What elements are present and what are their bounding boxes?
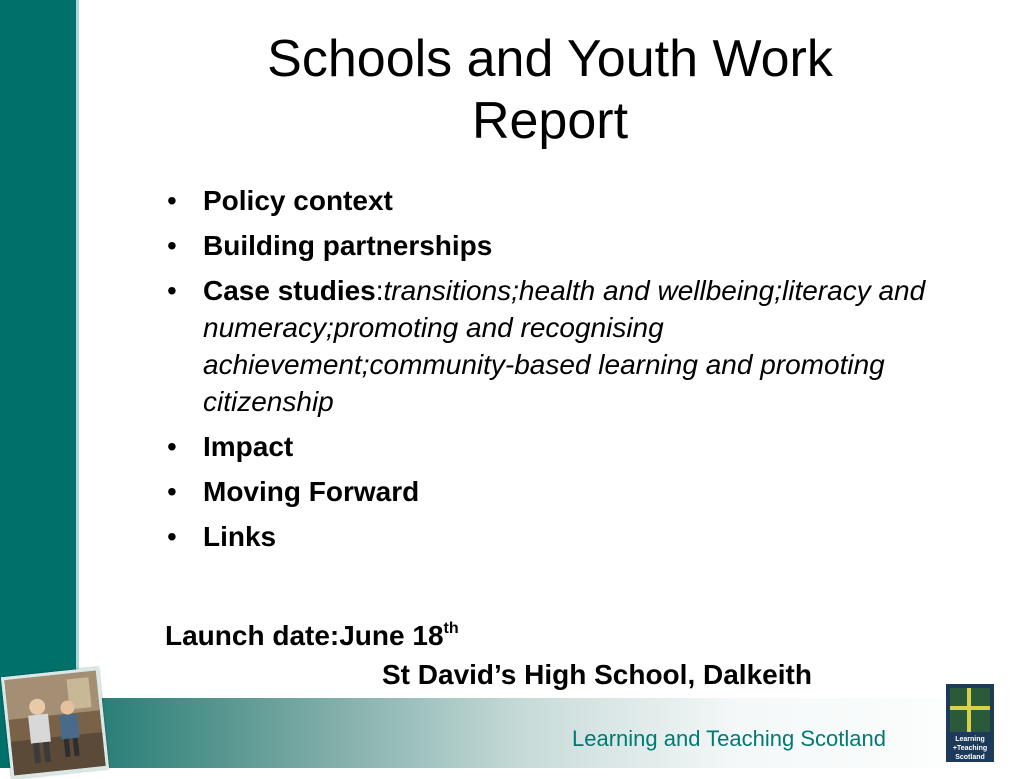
launch-label: Launch date:June 18	[165, 620, 444, 651]
logo-text-2: +Teaching	[952, 745, 988, 752]
title-line-2: Report	[471, 92, 629, 150]
bullet-label: Links	[203, 521, 277, 552]
slide-title	[110, 28, 990, 152]
title-line-1: Schools and Youth Work	[267, 30, 833, 88]
bullet-label: Moving Forward	[203, 476, 420, 507]
bullet-item	[165, 518, 955, 555]
bullet-list	[165, 182, 955, 563]
bullet-item	[165, 428, 955, 465]
left-accent-line	[76, 0, 79, 700]
photo-graphic	[4, 670, 106, 775]
bullet-label: Case studies	[203, 275, 376, 306]
bullet-item	[165, 272, 955, 420]
logo-text-1: Learning	[955, 736, 985, 743]
bullet-label: Building partnerships	[203, 230, 493, 261]
bullet-item	[165, 182, 955, 219]
lts-logo-icon	[946, 684, 994, 762]
bullet-label: Policy context	[203, 185, 393, 216]
launch-ordinal: th	[443, 620, 459, 637]
bullet-separator: :	[375, 275, 384, 306]
logo-graphic	[946, 684, 994, 762]
bullet-label: Impact	[203, 431, 294, 462]
school-children-photo	[1, 667, 109, 779]
bullet-detail: transitions;health and wellbeing;literacy and numeracy;promoting and recognising achievement;community-based learning and promoting citizenship	[203, 275, 926, 417]
bullet-item	[165, 473, 955, 510]
footer-brand-text: Learning and Teaching Scotland	[572, 726, 886, 751]
logo-text-3: Scotland	[955, 754, 985, 761]
left-teal-bar	[0, 0, 76, 768]
bullet-item	[165, 227, 955, 264]
launch-date	[165, 610, 459, 654]
venue: St David’s High School, Dalkeith	[382, 659, 812, 690]
